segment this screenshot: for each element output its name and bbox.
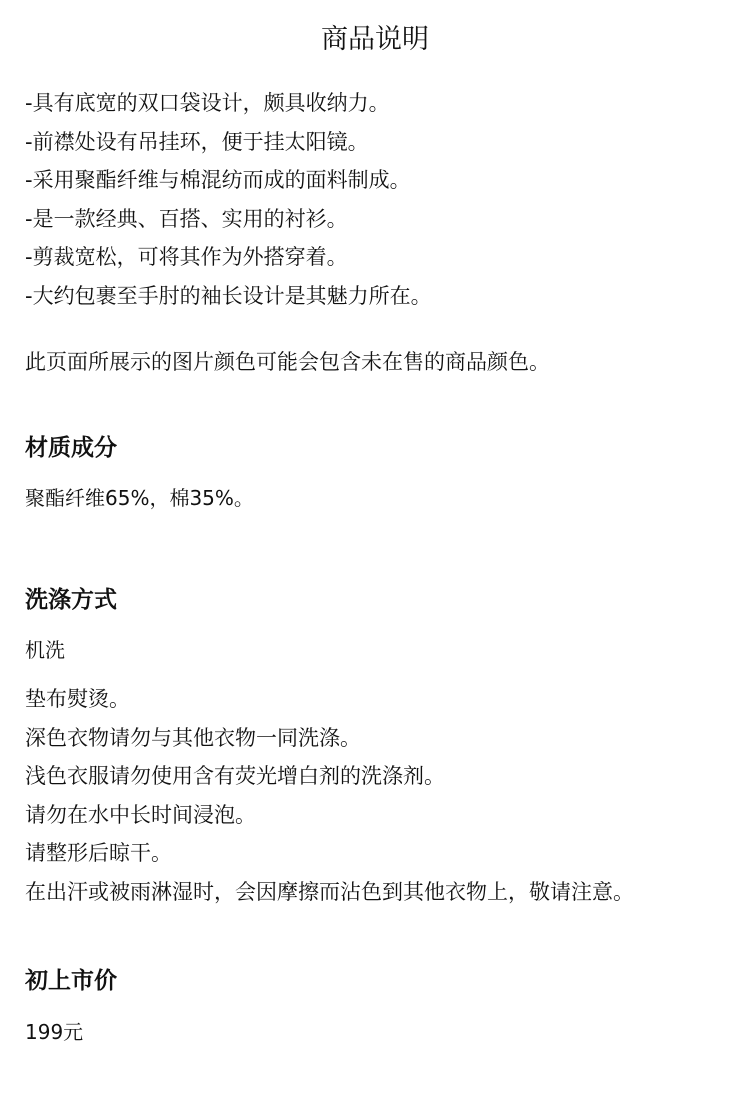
material-heading: 材质成分 [25,435,117,461]
care-note: 请勿在水中长时间浸泡。 [25,802,256,827]
material-value: 聚酯纤维65%，棉35%。 [25,486,254,510]
feature-item: -采用聚酯纤维与棉混纺而成的面料制成。 [25,168,411,192]
care-heading: 洗涤方式 [25,587,117,613]
price-heading: 初上市价 [25,968,117,994]
page-title: 商品说明 [321,24,429,55]
feature-item: -大约包裹至手肘的袖长设计是其魅力所在。 [25,283,432,308]
feature-item: -具有底宽的双口袋设计，颇具收纳力。 [25,91,390,115]
care-section [25,580,725,911]
care-method: 机洗 [25,638,65,662]
care-note: 在出汗或被雨淋湿时，会因摩擦而沾色到其他衣物上，敬请注意。 [25,879,634,904]
feature-item: -是一款经典、百搭、实用的衬衫。 [25,206,348,231]
care-note: 请整形后晾干。 [25,841,172,865]
care-note: 垫布熨烫。 [25,687,130,711]
feature-item: -剪裁宽松，可将其作为外搭穿着。 [25,245,348,269]
care-note: 深色衣物请勿与其他衣物一同洗涤。 [25,725,361,750]
care-note: 浅色衣服请勿使用含有荧光增白剂的洗涤剂。 [25,764,445,788]
price-section [25,961,725,1050]
care-notes [25,680,725,911]
color-notice: 此页面所展示的图片颜色可能会包含未在售的商品颜色。 [25,350,550,374]
price-value: 199元 [25,1020,84,1044]
feature-item: -前襟处设有吊挂环，便于挂太阳镜。 [25,129,369,154]
feature-list [25,84,725,315]
material-section [25,428,725,516]
